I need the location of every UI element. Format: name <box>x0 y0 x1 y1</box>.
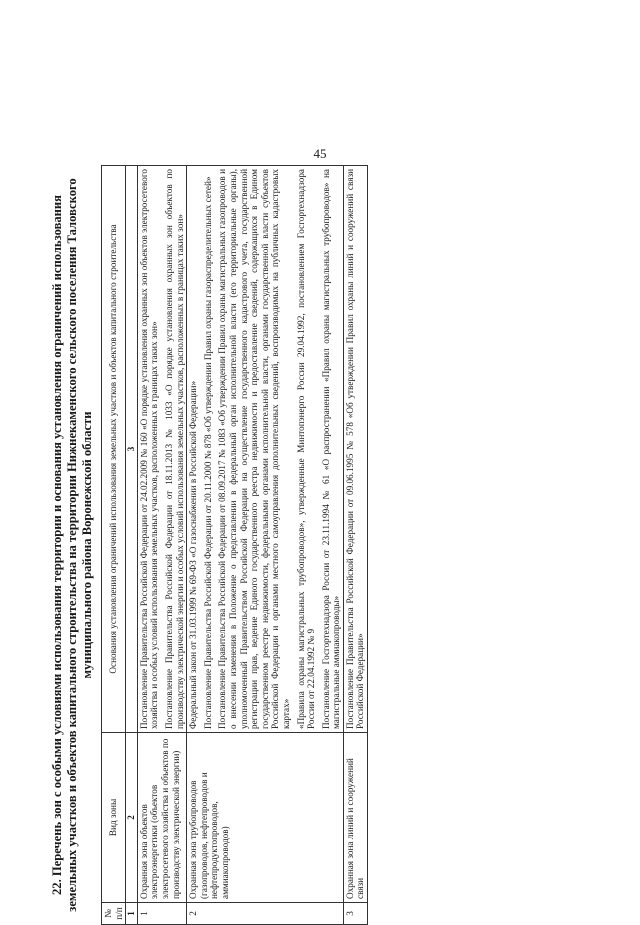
row-basis <box>343 166 367 733</box>
row-basis <box>137 166 186 733</box>
basis-item: Постановление Правительства Российской Федерации от 09.06.1995 № 578 «Об утверждении Правил охраны линий и сооружений связи Российской Федерации» <box>344 169 366 729</box>
table-row <box>187 166 344 925</box>
column-number: 1 <box>126 903 138 925</box>
basis-item: «Правила охраны магистральных трубопроводов», утвержденные Минтопэнерго России 29.04.1992, постановлением Госгортехнадзора России от 22.04.1992 № 9 <box>295 169 317 729</box>
header-zone: Вид зоны <box>102 733 126 903</box>
row-num: 2 <box>187 903 344 925</box>
basis-item: Постановление Правительства Российской Федерации от 08.09.2017 № 1083 «Об утверждении Правил охраны магистральных газопроводов и о внесении изменения в Положение о представлении в федеральный орган исполнительной власти (его территориальные органы), уполномоченный Правительством Российской Федерации на осуществление государственного кадастрового учета, государственной регистрации прав, ведение Единого государственного реестра недвижимости и предоставление сведений, содержащихся в Едином государственном реестре недвижимости, федеральными органами исполнительной власти, органами государственной власти субъектов Российской Федерации и органами местного самоуправления дополнительных сведений, воспроизводимых на публичных кадастровых картах» <box>217 169 291 729</box>
basis-item: Постановление Правительства Российской Федерации от 18.11.2013 № 1033 «О порядке установления охранных зон объектов по производству электрической энергии и особых условий использования земельных участков, расположенных в границах таких зон» <box>163 169 185 729</box>
table-row <box>343 166 367 925</box>
row-zone: Охранная зона линий и сооружений связи <box>343 733 367 903</box>
basis-item: Постановление Правительства Российской Федерации от 24.02.2009 № 160 «О порядке установления охранных зон объектов электросетевого хозяйства и особых условий использования земельных участков, расположенных в границах таких зон» <box>138 169 160 729</box>
row-basis <box>187 166 344 733</box>
row-num: 3 <box>343 903 367 925</box>
rotated-sheet <box>50 165 590 925</box>
column-number-row <box>126 166 138 925</box>
row-zone: Охранная зона трубопроводов (газопроводов, нефтепроводов и нефтепродуктопроводов, аммиакопроводов) <box>187 733 344 903</box>
document-title: 22. Перечень зон с особыми условиями использования территории и основания установления ограничений использования земельных участков и объектов капитального строительства на территории Нижнекаменского сельского поселения Таловского муниципального района Воронежской области <box>50 178 94 912</box>
table-header-row <box>102 166 126 925</box>
basis-item: Постановление Правительства Российской Федерации от 20.11.2000 № 878 «Об утверждении Правил охраны газораспределительных сетей» <box>202 176 213 729</box>
header-num: № п/п <box>102 903 126 925</box>
zones-table <box>101 165 368 925</box>
header-basis: Основания установления ограничений использования земельных участков и объектов капитального строительства <box>102 166 126 733</box>
table-row <box>137 166 186 925</box>
basis-item: Федеральный закон от 31.03.1999 № 69-ФЗ «О газоснабжении в Российской Федерации» <box>188 380 199 729</box>
row-num: 1 <box>137 903 186 925</box>
row-zone: Охранная зона объектов электроэнергетики (объектов электросетевого хозяйства и объектов по производству электрической энергии) <box>137 733 186 903</box>
column-number: 3 <box>126 166 138 733</box>
basis-item: Постановление Госгортехнадзора России от 23.11.1994 № 61 «О распространении «Правил охраны магистральных трубопроводов» на магистральные аммиакопроводы» <box>320 169 342 729</box>
page-number: 45 <box>313 146 327 161</box>
column-number: 2 <box>126 733 138 903</box>
